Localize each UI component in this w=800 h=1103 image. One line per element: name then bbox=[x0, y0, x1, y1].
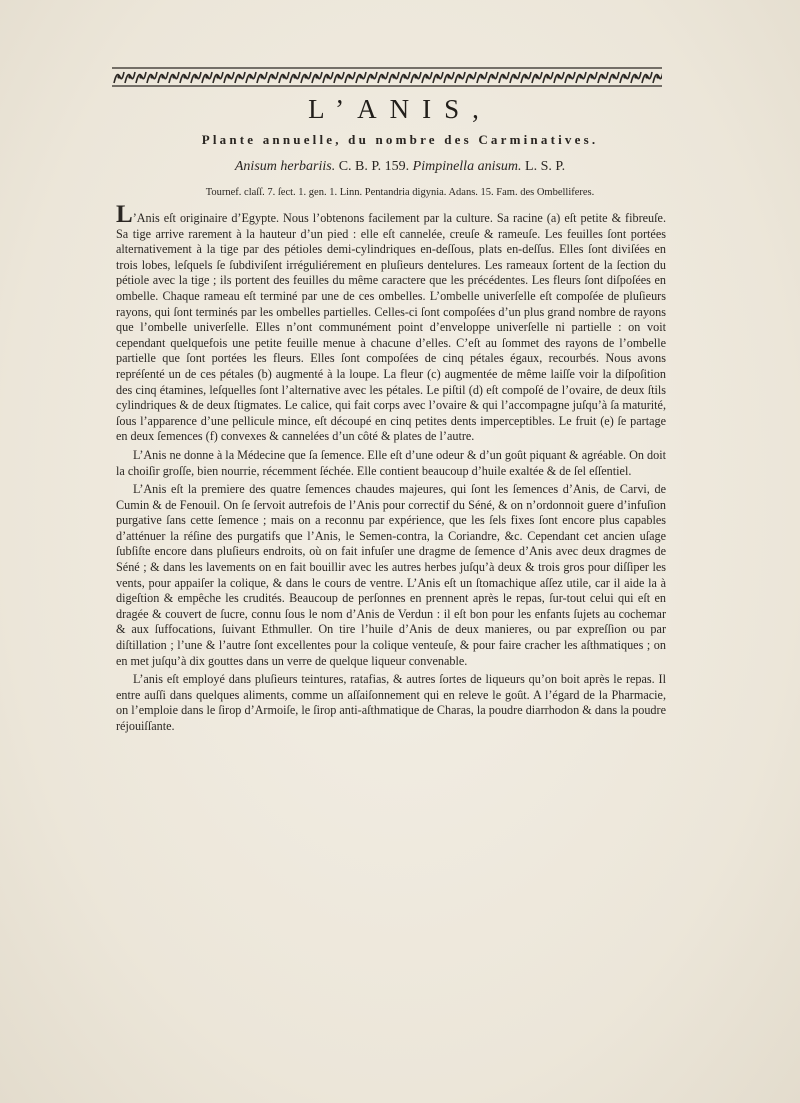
subtitle: Plante annuelle, du nombre des Carminatives. bbox=[201, 132, 599, 147]
ornament-band bbox=[112, 64, 662, 90]
synonym-name-1: Anisum herbariis. bbox=[234, 159, 336, 174]
paragraph: L’Anis ne donne à la Médecine que ſa ſemence. Elle eſt d’une odeur & d’un goût piquant & agréable. On doit la choiſir groſſe, bien nourrie, récemment ſéchée. Elle contient beaucoup d’huile exaltée & de ſel eſſentiel. bbox=[116, 447, 666, 478]
synonym-ref-1: C. B. P. 159. bbox=[335, 159, 413, 174]
synonym-name-2: Pimpinella anisum. bbox=[412, 159, 522, 174]
paragraph bbox=[116, 201, 666, 445]
paragraph-text: ’Anis eſt originaire d’Egypte. Nous l’obtenons facilement par la culture. Sa racine (a) eſt petite & fibreuſe. Sa tige arrive rarement à la hauteur d’un pied : elle eſt cannelée, creuſe & rameuſe. Les feuilles ſont portées alternativement à la tige par des pétioles demi-cylindriques en-deſſous, plats en-deſſus. Elles ſont diviſées en trois lobes, leſquels ſe ſubdiviſent irréguliérement en pluſieurs dentelures. Les rameaux ſortent de la ſection du pétiole avec la tige ; ils portent des feuilles du même caractere que les précédentes. Les fleurs ſont diſpoſées en ombelle. Chaque rameau eſt terminé par une de ces ombelles. L’ombelle univerſelle eſt compoſée de pluſieurs rayons, qui ſont terminés par les ombelles partielles. Celles-ci ſont compoſées d’un plus grand nombre de rayons que l’ombelle univerſelle. Elles n’ont communément point d’enveloppe univerſelle ni partielle : on voit cependant quelquefois une petite feuille menue à chacune d’elles. C’eſt au ſommet des rayons de l’ombelle partielle que ſont portées les fleurs. Elles ſont compoſées de cinq pétales égaux, recourbés. Nous avons repréſenté un de ces pétales (b) augmenté à la loupe. La fleur (c) augmentée de même laiſſe voir la diſpoſition des cinq étamines, leſquelles ſont l’alternative avec les pétales. Le piſtil (d) eſt compoſé de l’ovaire, de deux ſtils cylindriques & de deux ſtigmates. Le calice, qui fait corps avec l’ovaire & qui l’accompagne juſqu’à ſa maturité, ſous l’apparence d’une pellicule mince, eſt découpé en cinq petites dents imperceptibles. Le fruit (e) ſe partage en deux ſemences (f) convexes & cannelées d’un côté & plates de l’autre. bbox=[116, 211, 666, 444]
synonym-ref-2: L. S. P. bbox=[521, 159, 566, 174]
drop-cap: L bbox=[116, 201, 133, 228]
body-text bbox=[116, 201, 666, 738]
synonyms-line bbox=[0, 159, 800, 175]
paragraph: L’anis eſt employé dans pluſieurs teintures, ratafias, & autres ſortes de liqueurs qu’on boit après le repas. Il entre auſſi dans quelques aliments, comme un aſſaiſonnement qui en releve le goût. A l’égard de la Pharmacie, on l’emploie dans le ſirop d’Armoiſe, le ſirop anti-aſthmatique de Charas, la poudre diarrhodon & dans la poudre réjouiſſante. bbox=[116, 672, 666, 733]
classification-line: Tournef. claſſ. 7. ſect. 1. gen. 1. Linn. Pentandria digynia. Adans. 15. Fam. des Ombelliferes. bbox=[205, 187, 595, 198]
paragraph: L’Anis eſt la premiere des quatre ſemences chaudes majeures, qui ſont les ſemences d’Anis, de Carvi, de Cumin & de Fenouil. On ſe ſervoit autrefois de l’Anis pour correctif du Séné, & on n’ordonnoit guere d’infuſion purgative ſans cette ſemence ; mais on a reconnu par expérience, que les ſels fixes ſont encore plus capables d’atténuer la réſine des purgatifs que l’Anis, le Semen-contra, la Coriandre, &c. Cependant cet ancien uſage ſubſiſte encore dans pluſieurs endroits, où on fait infuſer une dragme de ſemence d’Anis avec deux dragmes de Séné ; & dans les lavements on en fait bouillir avec les autres herbes juſqu’à deux & trois gros pour diſſiper les vents, pour appaiſer la colique, & dans le cours de ventre. L’Anis eſt un ſtomachique aſſez utile, car il aide la à digeſtion & empêche les crudités. Beaucoup de perſonnes en prennent après le repas, ſur-tout celui qui eſt en dragée & couvert de ſucre, connu ſous le nom d’Anis de Verdun : il eſt bon pour les enfants ſujets au cochemar & aux ſuffocations, ſuivant Ethmuller. On tire l’huile d’Anis de deux manieres, ou par expreſſion ou par diſtillation ; l’une & l’autre ſont excellentes pour la colique venteuſe, & pour faire cracher les aſthmatiques ; on en met juſqu’à dix gouttes dans un verre de quelque liqueur convenable. bbox=[116, 482, 666, 668]
page-title: L’ANIS, bbox=[308, 94, 492, 124]
